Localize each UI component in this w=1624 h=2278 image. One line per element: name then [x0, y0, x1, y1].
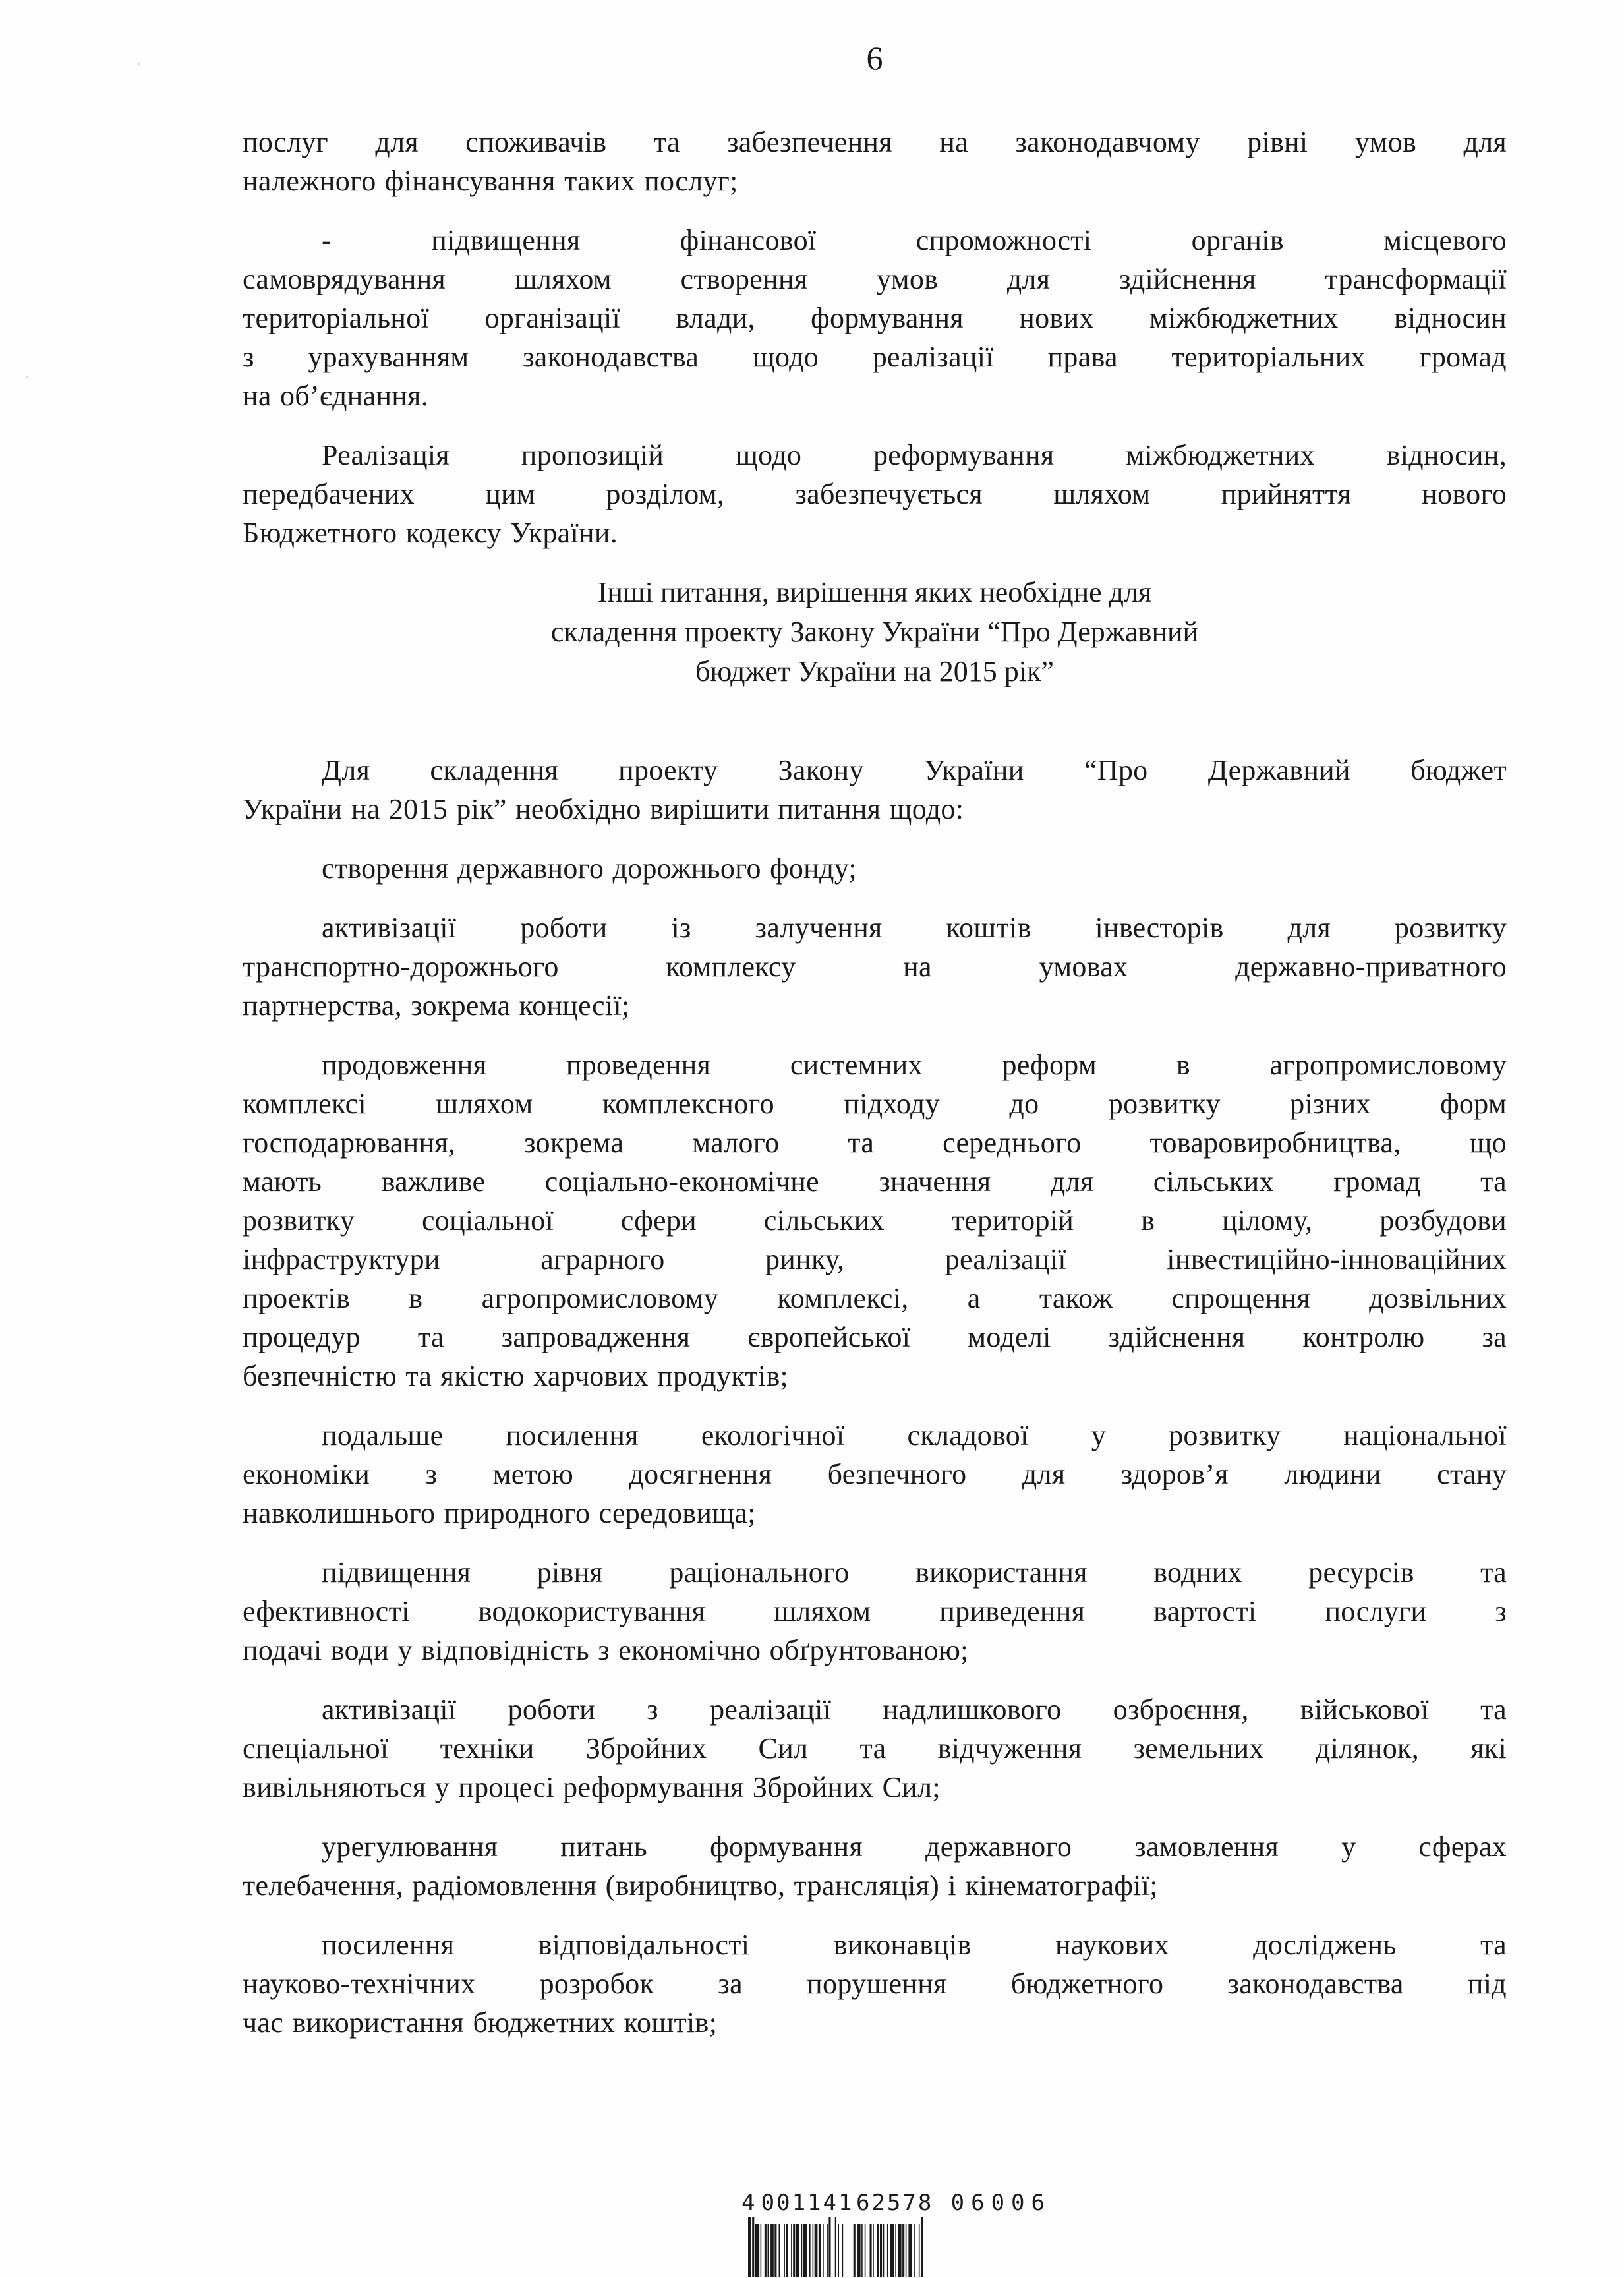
barcode	[741, 2190, 1051, 2277]
paragraph-p8	[243, 1416, 1507, 1533]
text-line: продовження проведення системних реформ в агропромисловому	[322, 1049, 1507, 1081]
paragraph-p11	[243, 1827, 1507, 1905]
barcode-bar	[819, 2224, 821, 2277]
barcode-bar	[857, 2224, 861, 2277]
barcode-bar	[761, 2224, 762, 2277]
heading-line: бюджет України на 2015 рік”	[695, 655, 1054, 687]
text-line: створення державного дорожнього фонду;	[322, 852, 857, 885]
text-line: належного фінансування таких послуг;	[243, 165, 738, 197]
text-line: безпечністю та якістю харчових продуктів;	[243, 1360, 789, 1392]
barcode-bar	[919, 2224, 920, 2277]
barcode-bar	[865, 2224, 866, 2277]
text-line: передбачених цим розділом, забезпечується шляхом прийняття нового	[243, 478, 1507, 510]
barcode-bar	[784, 2224, 785, 2277]
barcode-digit-group: 06006	[950, 2190, 1051, 2216]
paragraph-p3	[243, 436, 1507, 552]
text-line: економіки з метою досягнення безпечного для здоров’я людини стану	[243, 1458, 1507, 1490]
barcode-bars-svg	[741, 2217, 1051, 2278]
barcode-bar	[890, 2224, 894, 2277]
barcode-bar	[895, 2224, 896, 2277]
barcode-bar	[755, 2224, 759, 2277]
text-line: України на 2015 рік” необхідно вирішити питання щодо:	[243, 793, 964, 825]
text-line: на об’єднання.	[243, 380, 428, 412]
text-line: Бюджетного кодексу України.	[243, 517, 618, 549]
paragraph-p6	[243, 908, 1507, 1025]
barcode-bar	[748, 2217, 751, 2277]
barcode-bar	[906, 2224, 907, 2277]
barcode-bar	[921, 2217, 923, 2277]
barcode-bar	[770, 2224, 774, 2277]
text-line: урегулювання питань формування державного замовлення у сферах	[322, 1830, 1507, 1863]
text-line: процедур та запровадження європейської моделі здійснення контролю за	[243, 1321, 1507, 1353]
barcode-bar	[887, 2224, 888, 2277]
barcode-bar	[796, 2224, 799, 2277]
barcode-digit-group: 4	[741, 2190, 757, 2216]
text-line: час використання бюджетних коштів;	[243, 2006, 718, 2039]
section-heading	[243, 573, 1507, 691]
barcode-bar	[908, 2224, 912, 2277]
barcode-bar	[842, 2224, 844, 2277]
text-line: з урахуванням законодавства щодо реалізації права територіальних громад	[243, 341, 1507, 373]
page-number: 6	[866, 40, 883, 76]
text-line: інфраструктури аграрного ринку, реалізації інвестиційно-інноваційних	[243, 1243, 1507, 1275]
barcode-bar	[914, 2224, 915, 2277]
text-line: самоврядування шляхом створення умов для здійснення трансформації	[243, 263, 1507, 295]
text-line: подальше посилення екологічної складової у розвитку національної	[322, 1419, 1507, 1451]
text-line: телебачення, радіомовлення (виробництво, трансляція) і кінематографії;	[243, 1869, 1158, 1902]
barcode-bar	[870, 2224, 872, 2277]
text-line: Реалізація пропозицій щодо реформування міжбюджетних відносин,	[322, 439, 1507, 471]
text-line: активізації роботи з реалізації надлишкового озброєння, військової та	[322, 1693, 1507, 1726]
barcode-bar	[765, 2224, 767, 2277]
text-line: науково-технічних розробок за порушення бюджетного законодавства під	[243, 1968, 1507, 2000]
barcode-bar	[779, 2224, 780, 2277]
heading-line: складення проекту Закону України “Про Державний	[550, 616, 1199, 648]
barcode-bar	[823, 2224, 824, 2277]
barcode-bar	[854, 2224, 856, 2277]
barcode-bar	[801, 2224, 803, 2277]
barcode-bar	[752, 2217, 754, 2277]
paragraph-p5	[243, 849, 1507, 888]
barcode-bar	[898, 2224, 902, 2277]
barcode-bar	[826, 2224, 828, 2277]
scan-speck	[26, 376, 28, 378]
heading-line: Інші питання, вирішення яких необхідне для	[597, 576, 1152, 608]
barcode-bar	[786, 2224, 788, 2277]
text-line: проектів в агропромисловому комплексі, а також спрощення дозвільних	[243, 1282, 1507, 1314]
text-line: посилення відповідальності виконавців наукових досліджень та	[322, 1929, 1507, 1961]
text-line: господарювання, зокрема малого та середнього товаровиробництва, що	[243, 1126, 1507, 1159]
barcode-digit-group: 001141	[761, 2190, 854, 2216]
barcode-bar	[902, 2224, 904, 2277]
paragraph-p12	[243, 1925, 1507, 2042]
paragraph-p4	[243, 751, 1507, 829]
barcode-bar	[883, 2224, 884, 2277]
paragraph-p7	[243, 1045, 1507, 1395]
barcode-bar	[828, 2217, 830, 2277]
barcode-bar	[768, 2224, 769, 2277]
text-line: мають важливе соціально-економічне значення для сільських громад та	[243, 1165, 1507, 1198]
text-line: - підвищення фінансової спроможності органів місцевого	[322, 224, 1507, 256]
barcode-bar	[774, 2224, 776, 2277]
barcode-bar	[813, 2224, 814, 2277]
document-body	[243, 123, 1507, 2062]
barcode-bar	[838, 2224, 839, 2277]
text-line: подачі води у відповідність з економічно обґрунтованою;	[243, 1634, 969, 1666]
paragraph-p9	[243, 1553, 1507, 1670]
barcode-digits	[741, 2190, 1051, 2216]
text-line: підвищення рівня раціонального використання водних ресурсів та	[322, 1556, 1507, 1589]
text-line: Для складення проекту Закону України “Про Державний бюджет	[322, 754, 1507, 786]
barcode-bar	[873, 2224, 874, 2277]
text-line: спеціальної техніки Збройних Сил та відчуження земельних ділянок, які	[243, 1732, 1507, 1765]
text-line: територіальної організації влади, формування нових міжбюджетних відносин	[243, 302, 1507, 334]
text-line: послуг для споживачів та забезпечення на законодавчому рівні умов для	[243, 126, 1507, 158]
barcode-bar	[809, 2224, 811, 2277]
barcode-bar	[835, 2217, 836, 2277]
paragraph-p10	[243, 1690, 1507, 1807]
barcode-bar	[880, 2224, 882, 2277]
text-line: навколишнього природного середовища;	[243, 1497, 756, 1529]
barcode-bar	[803, 2224, 807, 2277]
text-line: партнерства, зокрема концесії;	[243, 989, 630, 1022]
text-line: вивільняються у процесі реформування Збройних Сил;	[243, 1771, 941, 1803]
barcode-digit-group: 62578	[856, 2190, 934, 2216]
text-line: активізації роботи із залучення коштів інвесторів для розвитку	[322, 912, 1507, 944]
barcode-bar	[791, 2224, 792, 2277]
paragraph-p1	[243, 123, 1507, 200]
paragraph-p2	[243, 221, 1507, 415]
barcode-icon	[741, 2217, 1051, 2277]
barcode-bar	[815, 2224, 818, 2277]
text-line: транспортно-дорожнього комплексу на умовах державно-приватного	[243, 950, 1507, 983]
text-line: комплексі шляхом комплексного підходу до розвитку різних форм	[243, 1088, 1507, 1120]
text-line: ефективності водокористування шляхом приведення вартості послуги з	[243, 1595, 1507, 1627]
barcode-bar	[861, 2224, 863, 2277]
barcode-bar	[793, 2224, 795, 2277]
barcode-bar	[877, 2224, 879, 2277]
text-line: розвитку соціальної сфери сільських територій в цілому, розбудови	[243, 1204, 1507, 1237]
